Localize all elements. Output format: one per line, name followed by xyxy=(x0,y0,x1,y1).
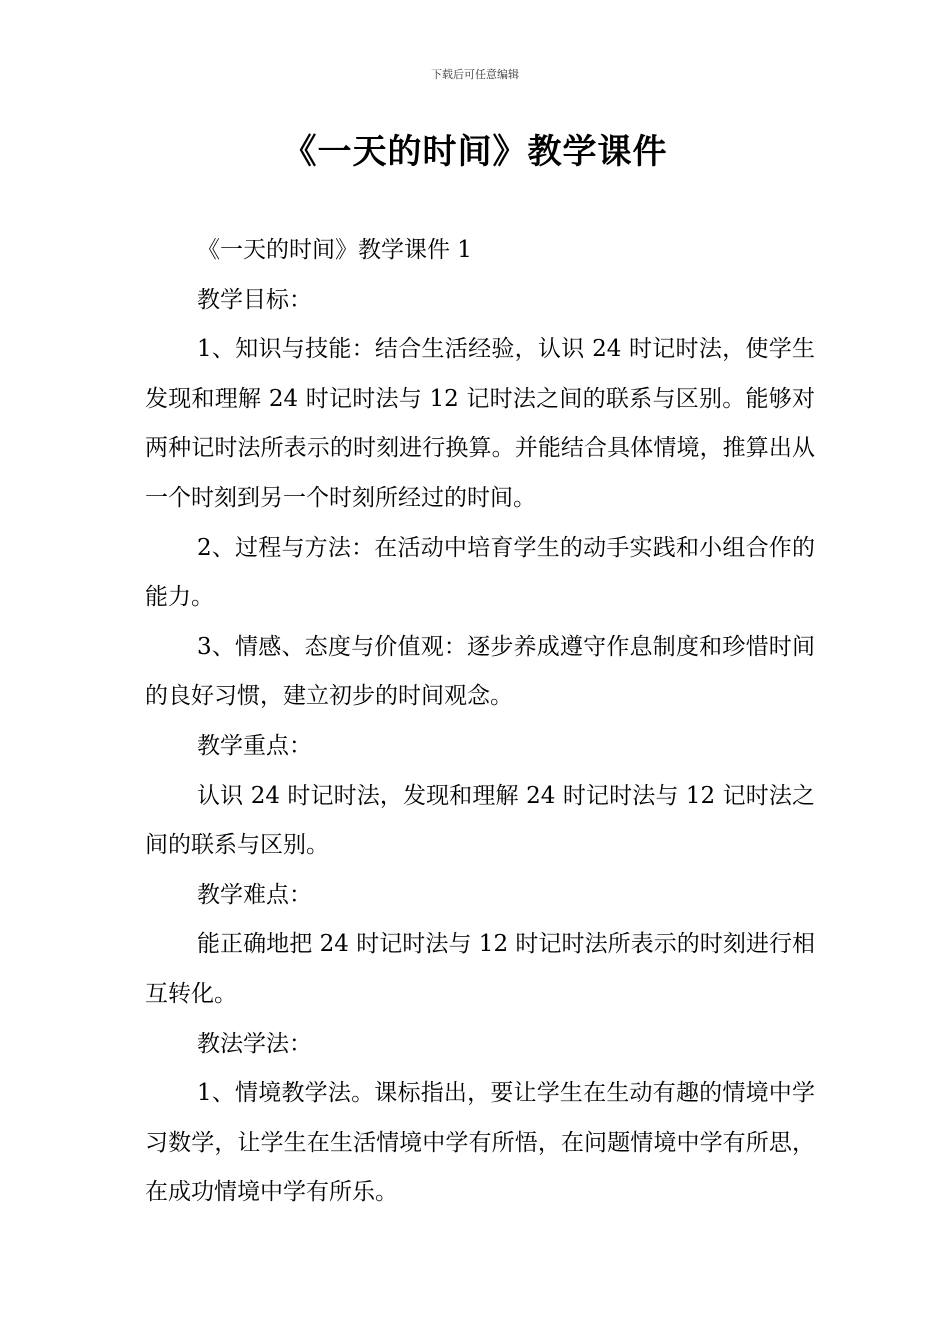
paragraph-objective-2: 2、过程与方法：在活动中培育学生的动手实践和小组合作的能力。 xyxy=(145,534,815,611)
document-body xyxy=(145,226,815,1218)
paragraph-key-points: 认识 24 时记时法，发现和理解 24 时记时法与 12 记时法之间的联系与区别。 xyxy=(145,782,815,859)
paragraph-objective-1: 1、知识与技能：结合生活经验，认识 24 时记时法，使学生发现和理解 24 时记时法与 12 记时法之间的联系与区别。能够对两种记时法所表示的时刻进行换算。并能结合具体情境，推算出从一个时刻到另一个时刻所经过的时间。 xyxy=(145,336,815,511)
header-note: 下载后可任意编辑 xyxy=(431,68,519,81)
section-heading-key-points: 教学重点： xyxy=(197,732,312,759)
section-heading-difficulties: 教学难点： xyxy=(197,881,312,908)
paragraph-difficulties: 能正确地把 24 时记时法与 12 时记时法所表示的时刻进行相互转化。 xyxy=(145,931,815,1007)
subtitle-paragraph: 《一天的时间》教学课件 1 xyxy=(197,237,472,263)
paragraph-method-1: 1、情境教学法。课标指出，要让学生在生动有趣的情境中学习数学，让学生在生活情境中学有所悟，在问题情境中学有所思，在成功情境中学有所乐。 xyxy=(145,1080,815,1206)
paragraph-objective-3: 3、情感、态度与价值观：逐步养成遵守作息制度和珍惜时间的良好习惯，建立初步的时间观念。 xyxy=(145,633,815,710)
section-heading-objectives: 教学目标： xyxy=(197,286,312,313)
section-heading-methods: 教法学法： xyxy=(197,1030,312,1057)
page-title: 《一天的时间》教学课件 xyxy=(282,132,668,172)
